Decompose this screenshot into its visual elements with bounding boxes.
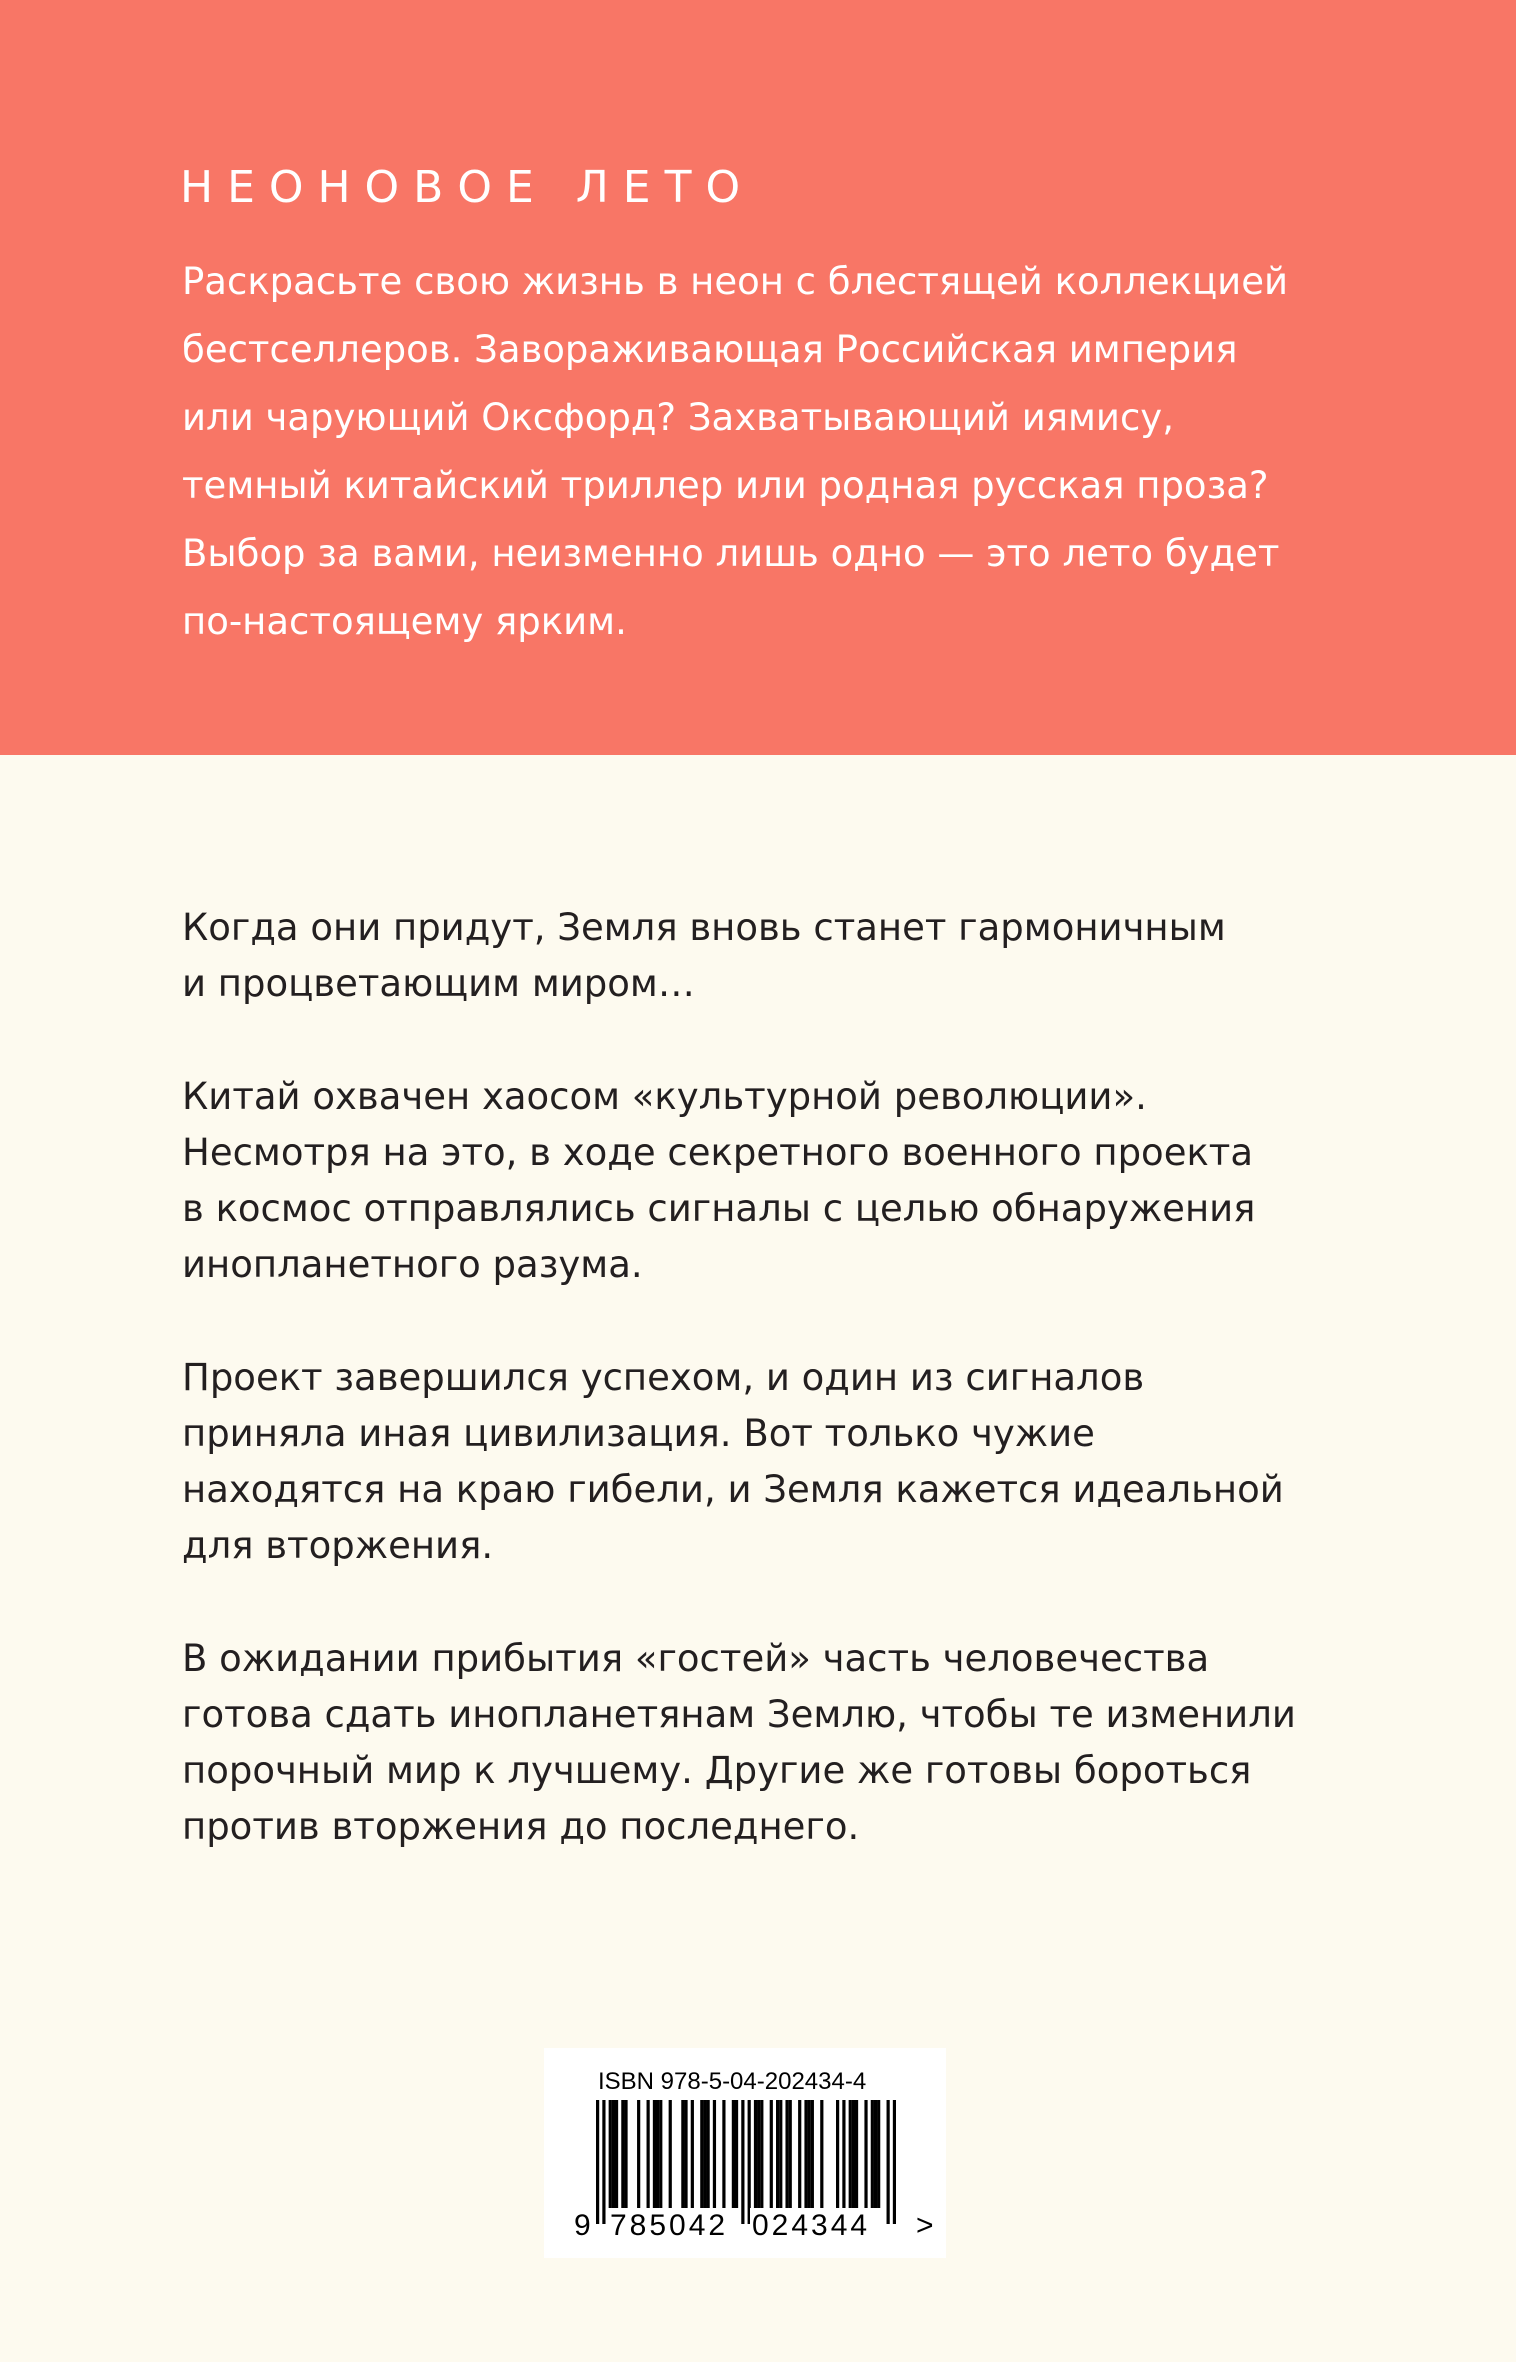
description-paragraph — [182, 1350, 1382, 1574]
description-line: для вторжения. — [182, 1524, 494, 1567]
series-banner — [0, 0, 1516, 755]
barcode-bar — [874, 2100, 877, 2208]
barcode-bar — [681, 2100, 684, 2208]
ean-first-digit: 9 — [574, 2209, 591, 2242]
barcode-bar — [776, 2100, 779, 2208]
barcode-bar — [732, 2100, 735, 2208]
isbn-number: ISBN 978-5-04-202434-4 — [598, 2068, 867, 2095]
barcode-bar — [684, 2100, 687, 2208]
barcode-bar — [615, 2100, 618, 2208]
barcode-bar — [713, 2100, 716, 2208]
barcode-bar — [842, 2100, 845, 2208]
barcode-bar — [808, 2100, 811, 2208]
barcode-bar — [707, 2100, 710, 2208]
barcode-bar — [871, 2100, 874, 2208]
barcode-bar — [659, 2100, 662, 2208]
barcode-bar — [855, 2100, 858, 2208]
blurb-line: или чарующий Оксфорд? Захватывающий иямису, — [182, 396, 1174, 439]
description-line: Проект завершился успехом, и один из сигналов — [182, 1356, 1145, 1399]
barcode-bar — [864, 2100, 867, 2208]
barcode-bar — [849, 2100, 852, 2208]
blurb-line: Раскрасьте свою жизнь в неон с блестящей коллекцией — [182, 260, 1289, 303]
ean-right-group: 024344 — [752, 2209, 871, 2242]
barcode-guard-bar — [887, 2100, 890, 2224]
series-title: Н Е О Н О В О Е Л Е Т О — [180, 162, 741, 213]
barcode-bar — [820, 2100, 823, 2208]
description-line: порочный мир к лучшему. Другие же готовы бороться — [182, 1749, 1252, 1792]
barcode-bar — [691, 2100, 694, 2208]
barcode-guard-bar — [596, 2100, 599, 2224]
barcode-bar — [785, 2100, 788, 2208]
ean-digits — [574, 2208, 934, 2248]
description-line: находятся на краю гибели, и Земля кажется идеальной — [182, 1468, 1284, 1511]
barcode-bar — [637, 2100, 640, 2208]
description-line: В ожидании прибытия «гостей» часть человечества — [182, 1637, 1210, 1680]
description-line: Китай охвачен хаосом «культурной революции». — [182, 1075, 1147, 1118]
description-line: против вторжения до последнего. — [182, 1805, 860, 1848]
barcode-bar — [770, 2100, 773, 2208]
series-blurb — [182, 248, 1382, 656]
barcode-bar — [811, 2100, 814, 2208]
barcode-bar — [789, 2100, 792, 2208]
description-line: Когда они придут, Земля вновь станет гармоничным — [182, 906, 1226, 949]
barcode-guard-bar — [602, 2100, 605, 2224]
description-line: инопланетного разума. — [182, 1243, 643, 1286]
barcode-bar — [852, 2100, 855, 2208]
blurb-line: бестселлеров. Завораживающая Российская империя — [182, 328, 1238, 371]
barcode-bar — [735, 2100, 738, 2208]
description-paragraph — [182, 900, 1382, 1012]
barcode-bar — [612, 2100, 615, 2208]
barcode-guard-bar — [893, 2100, 896, 2224]
barcode-bar — [760, 2100, 763, 2208]
description-paragraph — [182, 1069, 1382, 1293]
barcode-bar — [757, 2100, 760, 2208]
barcode-bar — [804, 2100, 807, 2208]
description-line: в космос отправлялись сигналы с целью обнаружения — [182, 1187, 1256, 1230]
barcode-bar — [779, 2100, 782, 2208]
barcode-bar — [621, 2100, 624, 2208]
ean-left-group: 785042 — [610, 2209, 729, 2242]
ean-quiet-zone-arrow: > — [916, 2209, 934, 2242]
barcode-guard-bar — [741, 2100, 744, 2224]
barcode-bar — [722, 2100, 725, 2208]
barcode-bar — [703, 2100, 706, 2208]
barcode-bar — [798, 2100, 801, 2208]
barcode-bar — [836, 2100, 839, 2208]
blurb-line: Выбор за вами, неизменно лишь одно — это лето будет — [182, 532, 1280, 575]
blurb-line: по-настоящему ярким. — [182, 600, 627, 643]
blurb-line: темный китайский триллер или родная русская проза? — [182, 464, 1269, 507]
barcode-bar — [653, 2100, 656, 2208]
barcode-bar — [877, 2100, 880, 2208]
barcode-bar — [700, 2100, 703, 2208]
barcode-guard-bar — [748, 2100, 751, 2224]
barcode-bar — [609, 2100, 612, 2208]
barcode-bar — [754, 2100, 757, 2208]
isbn-barcode — [544, 2048, 946, 2258]
barcode-bars — [596, 2100, 896, 2224]
barcode-bar — [656, 2100, 659, 2208]
description-line: Несмотря на это, в ходе секретного военного проекта — [182, 1131, 1254, 1174]
book-description — [182, 900, 1382, 1912]
description-line: готова сдать инопланетянам Землю, чтобы те изменили — [182, 1693, 1296, 1736]
description-line: приняла иная цивилизация. Вот только чужие — [182, 1412, 1095, 1455]
barcode-bar — [647, 2100, 650, 2208]
description-paragraph — [182, 1631, 1382, 1855]
barcode-bar — [624, 2100, 627, 2208]
description-line: и процветающим миром… — [182, 962, 695, 1005]
barcode-bar — [669, 2100, 672, 2208]
